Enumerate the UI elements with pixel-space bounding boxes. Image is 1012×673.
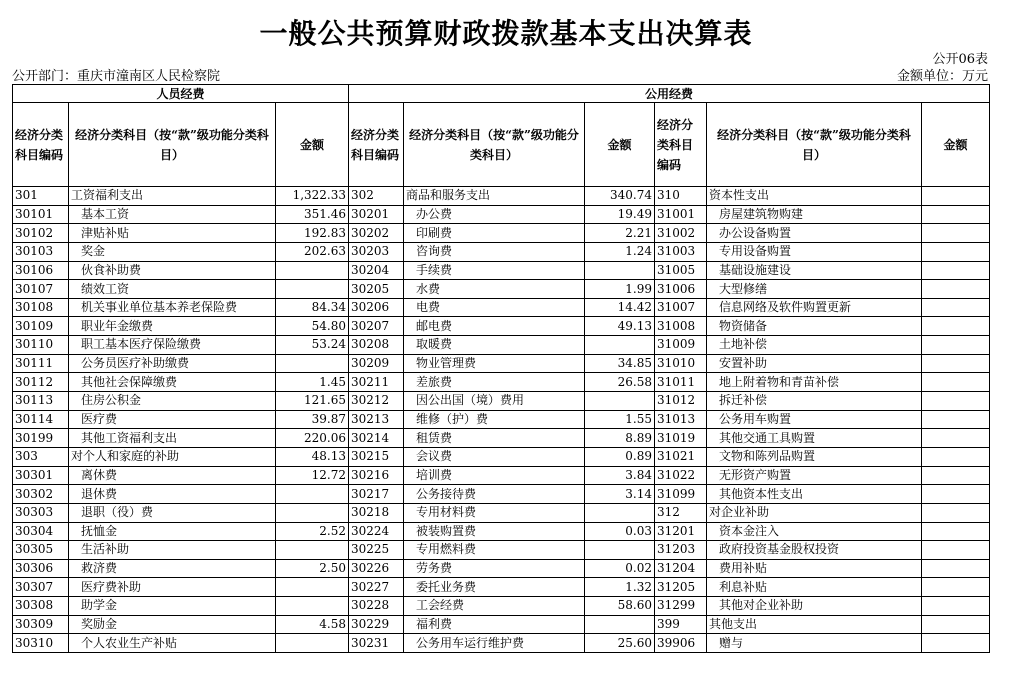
- cell-name: 会议费: [404, 447, 585, 466]
- cell-amount: 2.50: [276, 559, 349, 578]
- cell-name: 公务员医疗补助缴费: [69, 354, 276, 373]
- table-row: [13, 187, 990, 206]
- header-name: 经济分类科目（按“款”级功能分类科目）: [707, 103, 922, 187]
- cell-amount: [922, 392, 990, 411]
- cell-amount: 3.14: [585, 485, 655, 504]
- cell-code: 312: [655, 503, 707, 522]
- cell-amount: 3.84: [585, 466, 655, 485]
- cell-code: 30199: [13, 429, 69, 448]
- cell-amount: 1,322.33: [276, 187, 349, 206]
- cell-name: 医疗费补助: [69, 578, 276, 597]
- cell-code: 31008: [655, 317, 707, 336]
- cell-amount: [276, 280, 349, 299]
- cell-name: 邮电费: [404, 317, 585, 336]
- cell-amount: [922, 559, 990, 578]
- table-row: [13, 522, 990, 541]
- table-row: [13, 261, 990, 280]
- header-name: 经济分类科目（按“款”级功能分类科目）: [69, 103, 276, 187]
- cell-name: 印刷费: [404, 224, 585, 243]
- cell-amount: [922, 597, 990, 616]
- cell-amount: 4.58: [276, 615, 349, 634]
- cell-name: 其他支出: [707, 615, 922, 634]
- cell-amount: 49.13: [585, 317, 655, 336]
- cell-name: 职工基本医疗保险缴费: [69, 336, 276, 355]
- cell-amount: 1.45: [276, 373, 349, 392]
- cell-code: 30110: [13, 336, 69, 355]
- cell-name: 对个人和家庭的补助: [69, 447, 276, 466]
- cell-code: 303: [13, 447, 69, 466]
- cell-code: 31013: [655, 410, 707, 429]
- cell-code: 31010: [655, 354, 707, 373]
- cell-name: 对企业补助: [707, 503, 922, 522]
- cell-name: 培训费: [404, 466, 585, 485]
- cell-code: 30302: [13, 485, 69, 504]
- cell-name: 水费: [404, 280, 585, 299]
- cell-code: 30112: [13, 373, 69, 392]
- table-row: [13, 205, 990, 224]
- cell-code: 302: [349, 187, 404, 206]
- group-header-row: [13, 85, 990, 103]
- cell-code: 30301: [13, 466, 69, 485]
- cell-name: 委托业务费: [404, 578, 585, 597]
- table-row: [13, 447, 990, 466]
- cell-name: 福利费: [404, 615, 585, 634]
- cell-code: 30103: [13, 242, 69, 261]
- cell-name: 工资福利支出: [69, 187, 276, 206]
- cell-name: 物业管理费: [404, 354, 585, 373]
- cell-name: 公务接待费: [404, 485, 585, 504]
- cell-amount: 220.06: [276, 429, 349, 448]
- cell-name: 劳务费: [404, 559, 585, 578]
- cell-name: 职业年金缴费: [69, 317, 276, 336]
- cell-code: 31204: [655, 559, 707, 578]
- cell-name: 奖励金: [69, 615, 276, 634]
- cell-amount: [922, 466, 990, 485]
- cell-code: 31007: [655, 298, 707, 317]
- table-row: [13, 336, 990, 355]
- unit-label: 金额单位：万元: [896, 69, 988, 84]
- cell-amount: [922, 522, 990, 541]
- cell-amount: [276, 597, 349, 616]
- table-row: [13, 634, 990, 653]
- cell-amount: [922, 242, 990, 261]
- cell-name: 维修（护）费: [404, 410, 585, 429]
- cell-name: 咨询费: [404, 242, 585, 261]
- table-row: [13, 485, 990, 504]
- cell-code: 30209: [349, 354, 404, 373]
- cell-amount: 25.60: [585, 634, 655, 653]
- cell-amount: [922, 615, 990, 634]
- cell-amount: 2.52: [276, 522, 349, 541]
- cell-amount: 192.83: [276, 224, 349, 243]
- cell-amount: 54.80: [276, 317, 349, 336]
- header-code: 经济分类科目编码: [349, 103, 404, 187]
- cell-amount: [922, 578, 990, 597]
- cell-code: 30107: [13, 280, 69, 299]
- cell-amount: [922, 447, 990, 466]
- cell-amount: [922, 261, 990, 280]
- table-row: [13, 410, 990, 429]
- cell-code: 31203: [655, 541, 707, 560]
- cell-code: 301: [13, 187, 69, 206]
- cell-name: 因公出国（境）费用: [404, 392, 585, 411]
- cell-name: 退休费: [69, 485, 276, 504]
- cell-code: 31011: [655, 373, 707, 392]
- table-row: [13, 280, 990, 299]
- cell-name: 拆迁补偿: [707, 392, 922, 411]
- cell-name: 奖金: [69, 242, 276, 261]
- cell-amount: [922, 187, 990, 206]
- cell-name: 手续费: [404, 261, 585, 280]
- cell-name: 资本金注入: [707, 522, 922, 541]
- cell-amount: 8.89: [585, 429, 655, 448]
- cell-name: 信息网络及软件购置更新: [707, 298, 922, 317]
- cell-code: 31003: [655, 242, 707, 261]
- table-row: [13, 541, 990, 560]
- cell-amount: [585, 503, 655, 522]
- cell-name: 物资储备: [707, 317, 922, 336]
- cell-name: 费用补贴: [707, 559, 922, 578]
- cell-code: 31021: [655, 447, 707, 466]
- cell-amount: [585, 336, 655, 355]
- cell-amount: [922, 224, 990, 243]
- cell-code: 30106: [13, 261, 69, 280]
- cell-code: 30205: [349, 280, 404, 299]
- page-title: 一般公共预算财政拨款基本支出决算表: [259, 17, 753, 50]
- cell-amount: [922, 429, 990, 448]
- cell-name: 电费: [404, 298, 585, 317]
- cell-code: 30113: [13, 392, 69, 411]
- cell-name: 房屋建筑物购建: [707, 205, 922, 224]
- cell-code: 30226: [349, 559, 404, 578]
- cell-amount: 39.87: [276, 410, 349, 429]
- cell-amount: [922, 410, 990, 429]
- cell-amount: [922, 373, 990, 392]
- cell-amount: [922, 503, 990, 522]
- cell-amount: [585, 615, 655, 634]
- cell-name: 住房公积金: [69, 392, 276, 411]
- cell-code: 30229: [349, 615, 404, 634]
- cell-code: 31019: [655, 429, 707, 448]
- cell-amount: [922, 280, 990, 299]
- cell-code: 30109: [13, 317, 69, 336]
- cell-code: 30213: [349, 410, 404, 429]
- cell-amount: 34.85: [585, 354, 655, 373]
- cell-amount: 84.34: [276, 298, 349, 317]
- cell-amount: [922, 336, 990, 355]
- cell-amount: 0.89: [585, 447, 655, 466]
- table-row: [13, 466, 990, 485]
- cell-name: 其他交通工具购置: [707, 429, 922, 448]
- cell-name: 商品和服务支出: [404, 187, 585, 206]
- cell-amount: 58.60: [585, 597, 655, 616]
- cell-code: 30217: [349, 485, 404, 504]
- cell-code: 310: [655, 187, 707, 206]
- cell-amount: 340.74: [585, 187, 655, 206]
- cell-name: 大型修缮: [707, 280, 922, 299]
- cell-code: 30306: [13, 559, 69, 578]
- cell-code: 30203: [349, 242, 404, 261]
- cell-name: 专用设备购置: [707, 242, 922, 261]
- cell-amount: [276, 503, 349, 522]
- cell-code: 31005: [655, 261, 707, 280]
- cell-name: 无形资产购置: [707, 466, 922, 485]
- cell-amount: [922, 298, 990, 317]
- cell-code: 30101: [13, 205, 69, 224]
- cell-amount: [922, 205, 990, 224]
- cell-amount: [276, 541, 349, 560]
- cell-amount: 48.13: [276, 447, 349, 466]
- table-row: [13, 429, 990, 448]
- cell-name: 租赁费: [404, 429, 585, 448]
- cell-code: 30304: [13, 522, 69, 541]
- cell-name: 抚恤金: [69, 522, 276, 541]
- table-row: [13, 354, 990, 373]
- cell-name: 公务用车运行维护费: [404, 634, 585, 653]
- table-row: [13, 298, 990, 317]
- table-row: [13, 224, 990, 243]
- cell-name: 公务用车购置: [707, 410, 922, 429]
- meta-line: [12, 65, 988, 83]
- cell-amount: 0.03: [585, 522, 655, 541]
- cell-name: 津贴补贴: [69, 224, 276, 243]
- cell-name: 专用材料费: [404, 503, 585, 522]
- header-amount: 金额: [276, 103, 349, 187]
- cell-name: 医疗费: [69, 410, 276, 429]
- cell-name: 个人农业生产补贴: [69, 634, 276, 653]
- cell-name: 安置补助: [707, 354, 922, 373]
- cell-name: 机关事业单位基本养老保险费: [69, 298, 276, 317]
- cell-amount: [585, 541, 655, 560]
- cell-code: 30201: [349, 205, 404, 224]
- cell-amount: 53.24: [276, 336, 349, 355]
- cell-name: 助学金: [69, 597, 276, 616]
- cell-code: 30212: [349, 392, 404, 411]
- cell-name: 退职（役）费: [69, 503, 276, 522]
- table-row: [13, 242, 990, 261]
- cell-code: 30111: [13, 354, 69, 373]
- header-code: 经济分类科目编码: [13, 103, 69, 187]
- table-row: [13, 615, 990, 634]
- cell-name: 基础设施建设: [707, 261, 922, 280]
- cell-amount: [922, 485, 990, 504]
- cell-amount: 2.21: [585, 224, 655, 243]
- cell-amount: [922, 541, 990, 560]
- cell-code: 30305: [13, 541, 69, 560]
- cell-amount: 12.72: [276, 466, 349, 485]
- cell-amount: 1.99: [585, 280, 655, 299]
- cell-name: 绩效工资: [69, 280, 276, 299]
- cell-amount: [276, 485, 349, 504]
- header-amount: 金额: [585, 103, 655, 187]
- cell-name: 赠与: [707, 634, 922, 653]
- cell-code: 30308: [13, 597, 69, 616]
- cell-amount: [922, 354, 990, 373]
- cell-code: 31201: [655, 522, 707, 541]
- cell-amount: [922, 317, 990, 336]
- cell-name: 其他社会保障缴费: [69, 373, 276, 392]
- cell-code: 31009: [655, 336, 707, 355]
- cell-amount: 1.55: [585, 410, 655, 429]
- cell-amount: 1.32: [585, 578, 655, 597]
- header-amount: 金额: [922, 103, 990, 187]
- cell-name: 其他资本性支出: [707, 485, 922, 504]
- table-row: [13, 597, 990, 616]
- cell-amount: [276, 261, 349, 280]
- table-body: [13, 187, 990, 653]
- cell-name: 差旅费: [404, 373, 585, 392]
- cell-name: 资本性支出: [707, 187, 922, 206]
- cell-amount: [276, 634, 349, 653]
- cell-code: 30218: [349, 503, 404, 522]
- table-row: [13, 503, 990, 522]
- table-row: [13, 559, 990, 578]
- cell-name: 办公费: [404, 205, 585, 224]
- header-name: 经济分类科目（按“款”级功能分类科目）: [404, 103, 585, 187]
- cell-code: 30231: [349, 634, 404, 653]
- cell-code: 30206: [349, 298, 404, 317]
- cell-amount: 1.24: [585, 242, 655, 261]
- budget-table: [12, 84, 990, 653]
- cell-code: 30215: [349, 447, 404, 466]
- header-code: 经济分类科目编码: [655, 103, 707, 187]
- cell-name: 工会经费: [404, 597, 585, 616]
- cell-name: 取暖费: [404, 336, 585, 355]
- table-row: [13, 317, 990, 336]
- cell-code: 30227: [349, 578, 404, 597]
- cell-name: 伙食补助费: [69, 261, 276, 280]
- cell-code: 30202: [349, 224, 404, 243]
- cell-name: 土地补偿: [707, 336, 922, 355]
- cell-amount: 19.49: [585, 205, 655, 224]
- cell-code: 31012: [655, 392, 707, 411]
- cell-amount: 121.65: [276, 392, 349, 411]
- cell-code: 30114: [13, 410, 69, 429]
- cell-name: 政府投资基金股权投资: [707, 541, 922, 560]
- cell-code: 31205: [655, 578, 707, 597]
- cell-name: 其他工资福利支出: [69, 429, 276, 448]
- cell-code: 30204: [349, 261, 404, 280]
- column-header-row: [13, 103, 990, 187]
- cell-code: 31299: [655, 597, 707, 616]
- cell-code: 31022: [655, 466, 707, 485]
- cell-name: 离休费: [69, 466, 276, 485]
- form-number: 公开06表: [932, 52, 988, 67]
- cell-code: 30225: [349, 541, 404, 560]
- cell-name: 专用燃料费: [404, 541, 585, 560]
- cell-code: 30309: [13, 615, 69, 634]
- cell-code: 30228: [349, 597, 404, 616]
- cell-name: 生活补助: [69, 541, 276, 560]
- cell-code: 30310: [13, 634, 69, 653]
- cell-code: 31006: [655, 280, 707, 299]
- cell-code: 30214: [349, 429, 404, 448]
- cell-amount: 202.63: [276, 242, 349, 261]
- cell-name: 地上附着物和青苗补偿: [707, 373, 922, 392]
- cell-code: 30303: [13, 503, 69, 522]
- cell-code: 30108: [13, 298, 69, 317]
- cell-name: 办公设备购置: [707, 224, 922, 243]
- cell-name: 基本工资: [69, 205, 276, 224]
- group-public: 公用经费: [349, 85, 990, 103]
- cell-name: 救济费: [69, 559, 276, 578]
- cell-amount: [276, 354, 349, 373]
- table-row: [13, 578, 990, 597]
- cell-amount: [276, 578, 349, 597]
- department-label: 公开部门：重庆市潼南区人民检察院: [12, 69, 221, 84]
- cell-code: 30307: [13, 578, 69, 597]
- cell-name: 被装购置费: [404, 522, 585, 541]
- cell-code: 30207: [349, 317, 404, 336]
- cell-amount: 0.02: [585, 559, 655, 578]
- cell-amount: [922, 634, 990, 653]
- cell-amount: [585, 392, 655, 411]
- group-personnel: 人员经费: [13, 85, 349, 103]
- table-row: [13, 392, 990, 411]
- cell-code: 30211: [349, 373, 404, 392]
- cell-name: 利息补贴: [707, 578, 922, 597]
- cell-amount: 351.46: [276, 205, 349, 224]
- cell-code: 31001: [655, 205, 707, 224]
- cell-code: 30224: [349, 522, 404, 541]
- cell-code: 39906: [655, 634, 707, 653]
- cell-code: 30208: [349, 336, 404, 355]
- cell-name: 其他对企业补助: [707, 597, 922, 616]
- cell-code: 30216: [349, 466, 404, 485]
- cell-amount: 26.58: [585, 373, 655, 392]
- cell-amount: [585, 261, 655, 280]
- table-row: [13, 373, 990, 392]
- cell-amount: 14.42: [585, 298, 655, 317]
- cell-code: 31099: [655, 485, 707, 504]
- cell-name: 文物和陈列品购置: [707, 447, 922, 466]
- cell-code: 31002: [655, 224, 707, 243]
- cell-code: 30102: [13, 224, 69, 243]
- cell-code: 399: [655, 615, 707, 634]
